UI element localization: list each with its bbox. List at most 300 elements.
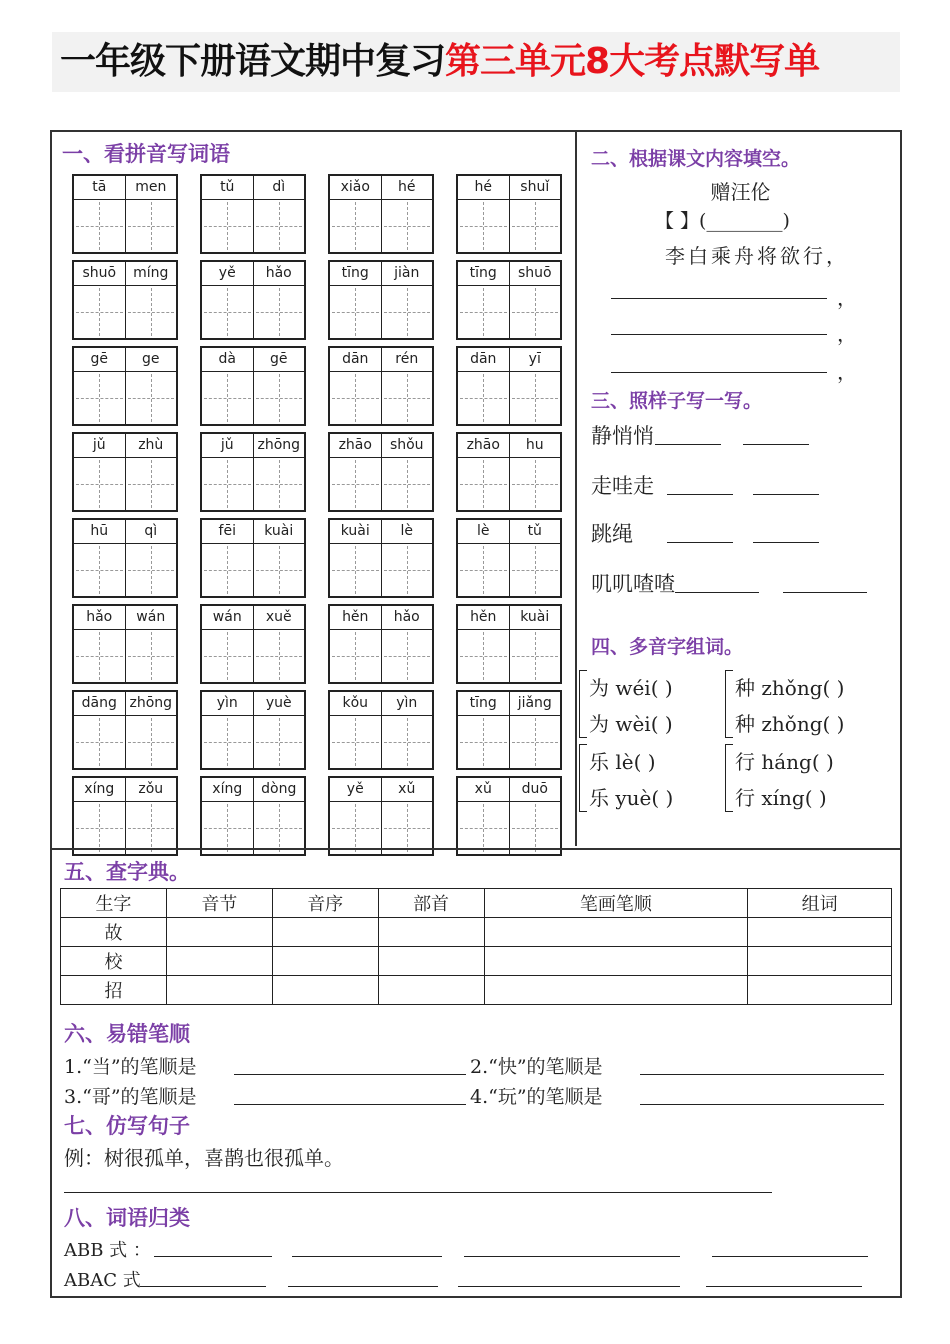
writing-cell[interactable] — [510, 200, 561, 252]
pinyin-syllable: yī — [528, 351, 541, 367]
answer-blank[interactable] — [675, 592, 759, 593]
pinyin-syllable: dà — [202, 348, 254, 371]
pinyin-syllable: qì — [144, 523, 158, 539]
writing-cell[interactable] — [202, 544, 254, 596]
pinyin-syllable: duō — [521, 781, 548, 797]
pinyin-syllable: xǔ — [398, 781, 416, 797]
writing-cell[interactable] — [382, 716, 433, 768]
word-box — [456, 690, 562, 770]
writing-cell[interactable] — [254, 200, 305, 252]
writing-cell[interactable] — [382, 544, 433, 596]
polyphone-item: 乐 lè( ) — [589, 750, 656, 774]
word-box — [200, 604, 306, 684]
pinyin-syllable: wán — [202, 606, 254, 629]
word-box — [328, 260, 434, 340]
writing-cell[interactable] — [458, 458, 510, 510]
pinyin-row — [72, 346, 562, 426]
word-pattern-label: ABB 式 ： — [64, 1240, 151, 1261]
table-cell-input[interactable] — [272, 918, 378, 947]
writing-cell[interactable] — [74, 286, 126, 338]
writing-cell[interactable] — [202, 286, 254, 338]
brace — [579, 744, 587, 812]
brace — [725, 744, 733, 812]
pinyin-syllable: tīng — [458, 692, 510, 715]
word-box — [200, 776, 306, 856]
character-cells — [330, 372, 432, 424]
pinyin-syllable: zǒu — [138, 781, 164, 797]
writing-cell[interactable] — [510, 458, 561, 510]
table-cell-input[interactable] — [166, 976, 272, 1005]
writing-cell[interactable] — [330, 372, 382, 424]
section-lower — [52, 848, 902, 1298]
answer-blank[interactable] — [753, 542, 819, 543]
pinyin-grid — [72, 174, 562, 862]
word-box — [72, 174, 178, 254]
writing-cell[interactable] — [330, 544, 382, 596]
writing-cell[interactable] — [202, 716, 254, 768]
pinyin-row — [72, 690, 562, 770]
writing-cell[interactable] — [458, 716, 510, 768]
character-cells — [74, 372, 176, 424]
writing-cell[interactable] — [254, 802, 305, 854]
pinyin-header — [458, 262, 560, 286]
answer-blank[interactable] — [154, 1256, 272, 1257]
table-header: 部首 — [378, 889, 484, 918]
character-cells — [330, 286, 432, 338]
pinyin-syllable: hǎo — [74, 606, 126, 629]
brace — [725, 670, 733, 738]
pinyin-syllable: kuài — [264, 523, 294, 539]
word-box — [456, 604, 562, 684]
pinyin-header — [202, 606, 304, 630]
pinyin-syllable: dāng — [74, 692, 126, 715]
pinyin-syllable: míng — [133, 265, 169, 281]
answer-blank[interactable] — [667, 494, 733, 495]
answer-blank[interactable] — [712, 1256, 868, 1257]
pinyin-syllable: hěn — [330, 606, 382, 629]
word-box — [456, 346, 562, 426]
pinyin-syllable: jiàn — [394, 265, 420, 281]
writing-cell[interactable] — [126, 200, 177, 252]
character-cells — [74, 200, 176, 252]
pinyin-header — [330, 520, 432, 544]
word-box — [328, 690, 434, 770]
answer-blank[interactable] — [753, 494, 819, 495]
table-cell-input[interactable] — [272, 976, 378, 1005]
character-cells — [458, 716, 560, 768]
word-box — [328, 432, 434, 512]
example-sentence: 例：树很孤单，喜鹊也很孤单。 — [64, 1146, 344, 1170]
pinyin-row — [72, 776, 562, 856]
section-right-column — [579, 132, 902, 846]
title-part2: 第三单元8大考点默写单 — [445, 41, 820, 82]
pinyin-syllable: yě — [202, 262, 254, 285]
character-cells — [74, 286, 176, 338]
answer-blank[interactable] — [743, 444, 809, 445]
pinyin-syllable: dòng — [261, 781, 297, 797]
character-cells — [458, 458, 560, 510]
section4-title: 四、多音字组词。 — [591, 636, 744, 658]
pinyin-syllable: xiǎo — [330, 176, 382, 199]
pinyin-header — [202, 778, 304, 802]
pinyin-header — [74, 434, 176, 458]
answer-blank[interactable] — [458, 1286, 680, 1287]
writing-cell[interactable] — [458, 802, 510, 854]
polyphone-item: 为 wèi( ) — [589, 712, 673, 736]
answer-blank[interactable] — [234, 1104, 466, 1105]
poem-line-1: 李白乘舟将欲行， — [665, 244, 849, 268]
character-cells — [458, 802, 560, 854]
writing-cell[interactable] — [74, 802, 126, 854]
poem-comma: ， — [837, 360, 857, 384]
worksheet — [50, 130, 902, 1298]
poem-blank-line[interactable] — [611, 334, 827, 335]
pattern-example: 静悄悄 — [591, 424, 654, 448]
poem-blank-line[interactable] — [611, 372, 827, 373]
pinyin-syllable: xíng — [74, 778, 126, 801]
pinyin-syllable: jǔ — [202, 434, 254, 457]
pinyin-syllable: hé — [398, 179, 416, 195]
character-cells — [330, 200, 432, 252]
word-box — [200, 518, 306, 598]
word-pattern-label: ABAC 式 — [64, 1270, 141, 1291]
answer-blank[interactable] — [464, 1256, 680, 1257]
writing-cell[interactable] — [254, 372, 305, 424]
pinyin-syllable: zhōng — [129, 695, 173, 711]
character-cells — [458, 630, 560, 682]
word-box — [72, 776, 178, 856]
table-header-row — [61, 889, 892, 918]
dictionary-table — [60, 888, 892, 1005]
table-cell-input[interactable] — [272, 947, 378, 976]
pinyin-syllable: hǎo — [393, 609, 420, 625]
pinyin-header — [202, 348, 304, 372]
pinyin-syllable: kuài — [330, 520, 382, 543]
poem-author-prompt: 【 】(________) — [655, 210, 790, 232]
polyphone-item: 种 zhǒng( ) — [735, 676, 845, 700]
section5-title: 五、查字典。 — [64, 859, 190, 884]
stroke-order-question: 4.“玩”的笔顺是 — [470, 1086, 603, 1108]
writing-cell[interactable] — [382, 458, 433, 510]
poem-comma: ， — [837, 286, 857, 310]
page-title — [52, 32, 900, 92]
writing-cell[interactable] — [202, 802, 254, 854]
writing-cell[interactable] — [510, 286, 561, 338]
table-cell-char: 校 — [61, 947, 167, 976]
writing-cell[interactable] — [126, 716, 177, 768]
pinyin-header — [74, 176, 176, 200]
answer-blank[interactable] — [706, 1286, 862, 1287]
writing-cell[interactable] — [254, 716, 305, 768]
pinyin-syllable: shuō — [517, 265, 552, 281]
section-pinyin-words — [52, 132, 577, 846]
writing-cell[interactable] — [382, 802, 433, 854]
poem-blank-line[interactable] — [611, 298, 827, 299]
pinyin-header — [202, 692, 304, 716]
pinyin-header — [458, 520, 560, 544]
pinyin-header — [74, 520, 176, 544]
character-cells — [202, 544, 304, 596]
writing-cell[interactable] — [202, 200, 254, 252]
writing-cell[interactable] — [330, 716, 382, 768]
writing-cell[interactable] — [74, 544, 126, 596]
writing-cell[interactable] — [330, 802, 382, 854]
pinyin-syllable: fēi — [202, 520, 254, 543]
pinyin-syllable: zhāo — [458, 434, 510, 457]
word-box — [456, 776, 562, 856]
answer-blank[interactable] — [292, 1256, 442, 1257]
writing-cell[interactable] — [202, 458, 254, 510]
writing-cell[interactable] — [126, 802, 177, 854]
pinyin-syllable: dān — [330, 348, 382, 371]
stroke-order-question: 1.“当”的笔顺是 — [64, 1056, 197, 1078]
word-box — [72, 690, 178, 770]
answer-blank[interactable] — [288, 1286, 438, 1287]
writing-cell[interactable] — [126, 372, 177, 424]
writing-cell[interactable] — [202, 372, 254, 424]
table-header: 生字 — [61, 889, 167, 918]
writing-cell[interactable] — [254, 458, 305, 510]
pinyin-row — [72, 260, 562, 340]
polyphone-item: 为 wéi( ) — [589, 676, 673, 700]
pinyin-header — [202, 262, 304, 286]
polyphone-item: 种 zhǒng( ) — [735, 712, 845, 736]
pinyin-syllable: shuō — [74, 262, 126, 285]
character-cells — [202, 802, 304, 854]
writing-cell[interactable] — [202, 630, 254, 682]
table-cell-char: 招 — [61, 976, 167, 1005]
writing-cell[interactable] — [330, 200, 382, 252]
table-cell-input[interactable] — [166, 918, 272, 947]
word-box — [456, 518, 562, 598]
section8-title: 八、词语归类 — [64, 1205, 190, 1230]
pinyin-syllable: kuài — [520, 609, 550, 625]
pinyin-header — [74, 692, 176, 716]
answer-blank[interactable] — [655, 444, 721, 445]
writing-cell[interactable] — [126, 286, 177, 338]
pinyin-header — [330, 434, 432, 458]
section2-title: 二、根据课文内容填空。 — [591, 148, 801, 170]
writing-cell[interactable] — [254, 544, 305, 596]
writing-cell[interactable] — [458, 200, 510, 252]
answer-blank[interactable] — [140, 1286, 266, 1287]
section1-title: 一、看拼音写词语 — [62, 141, 230, 166]
table-cell-input[interactable] — [378, 976, 484, 1005]
answer-blank[interactable] — [64, 1192, 772, 1193]
pinyin-row — [72, 518, 562, 598]
word-box — [200, 174, 306, 254]
pinyin-syllable: xíng — [202, 778, 254, 801]
answer-blank[interactable] — [234, 1074, 466, 1075]
pinyin-syllable: tǔ — [527, 523, 542, 539]
pinyin-syllable: dān — [458, 348, 510, 371]
character-cells — [330, 630, 432, 682]
writing-cell[interactable] — [74, 200, 126, 252]
pinyin-header — [458, 778, 560, 802]
writing-cell[interactable] — [510, 802, 561, 854]
writing-cell[interactable] — [330, 286, 382, 338]
writing-cell[interactable] — [330, 630, 382, 682]
pinyin-header — [458, 692, 560, 716]
pinyin-syllable: yìn — [396, 695, 418, 711]
pinyin-syllable: tīng — [330, 262, 382, 285]
stroke-order-question: 3.“哥”的笔顺是 — [64, 1086, 197, 1108]
word-box — [456, 174, 562, 254]
character-cells — [74, 544, 176, 596]
pinyin-syllable: xǔ — [458, 778, 510, 801]
answer-blank[interactable] — [783, 592, 867, 593]
character-cells — [330, 802, 432, 854]
writing-cell[interactable] — [510, 716, 561, 768]
word-box — [72, 260, 178, 340]
writing-cell[interactable] — [126, 630, 177, 682]
writing-cell[interactable] — [510, 544, 561, 596]
pinyin-row — [72, 604, 562, 684]
pinyin-header — [330, 778, 432, 802]
writing-cell[interactable] — [74, 716, 126, 768]
pinyin-header — [74, 778, 176, 802]
pinyin-header — [330, 348, 432, 372]
pinyin-syllable: rén — [395, 351, 419, 367]
pinyin-syllable: ge — [142, 351, 160, 367]
character-cells — [74, 802, 176, 854]
writing-cell[interactable] — [382, 630, 433, 682]
table-header: 组词 — [748, 889, 892, 918]
word-box — [328, 346, 434, 426]
writing-cell[interactable] — [510, 630, 561, 682]
word-box — [456, 432, 562, 512]
polyphone-item: 乐 yuè( ) — [589, 786, 674, 810]
pattern-example: 跳绳 — [591, 522, 633, 546]
table-header: 音节 — [166, 889, 272, 918]
character-cells — [74, 630, 176, 682]
table-row — [61, 918, 892, 947]
writing-cell[interactable] — [458, 544, 510, 596]
pinyin-syllable: shuǐ — [520, 179, 550, 195]
writing-cell[interactable] — [458, 372, 510, 424]
table-cell-input[interactable] — [748, 918, 892, 947]
pinyin-syllable: hū — [74, 520, 126, 543]
word-box — [328, 174, 434, 254]
writing-cell[interactable] — [458, 630, 510, 682]
pinyin-syllable: yìn — [202, 692, 254, 715]
word-box — [328, 776, 434, 856]
word-box — [328, 604, 434, 684]
pinyin-row — [72, 432, 562, 512]
writing-cell[interactable] — [126, 544, 177, 596]
writing-cell[interactable] — [382, 286, 433, 338]
writing-cell[interactable] — [382, 372, 433, 424]
writing-cell[interactable] — [330, 458, 382, 510]
pinyin-syllable: hé — [458, 176, 510, 199]
word-box — [72, 604, 178, 684]
pinyin-header — [74, 348, 176, 372]
character-cells — [330, 544, 432, 596]
character-cells — [202, 372, 304, 424]
poem-comma: ， — [837, 322, 857, 346]
table-cell-input[interactable] — [166, 947, 272, 976]
pinyin-header — [458, 434, 560, 458]
writing-cell[interactable] — [74, 458, 126, 510]
answer-blank[interactable] — [640, 1074, 884, 1075]
pinyin-syllable: xuě — [265, 609, 292, 625]
table-cell-input[interactable] — [378, 947, 484, 976]
pinyin-header — [202, 176, 304, 200]
table-cell-input[interactable] — [484, 918, 748, 947]
character-cells — [458, 372, 560, 424]
writing-cell[interactable] — [254, 286, 305, 338]
pinyin-syllable: wán — [136, 609, 166, 625]
word-box — [200, 432, 306, 512]
writing-cell[interactable] — [126, 458, 177, 510]
character-cells — [330, 458, 432, 510]
pinyin-syllable: shǒu — [389, 437, 424, 453]
table-cell-input[interactable] — [378, 918, 484, 947]
pinyin-syllable: men — [135, 179, 167, 195]
table-cell-input[interactable] — [748, 976, 892, 1005]
table-row — [61, 976, 892, 1005]
word-box — [200, 260, 306, 340]
character-cells — [330, 716, 432, 768]
word-box — [456, 260, 562, 340]
pinyin-syllable: yuè — [265, 695, 292, 711]
pinyin-syllable: gē — [74, 348, 126, 371]
answer-blank[interactable] — [640, 1104, 884, 1105]
pinyin-header — [458, 606, 560, 630]
character-cells — [202, 630, 304, 682]
pattern-example: 叽叽喳喳 — [591, 572, 675, 596]
writing-cell[interactable] — [458, 286, 510, 338]
character-cells — [202, 286, 304, 338]
word-box — [200, 690, 306, 770]
pinyin-syllable: jiǎng — [517, 695, 552, 711]
pinyin-header — [330, 606, 432, 630]
table-cell-input[interactable] — [748, 947, 892, 976]
pattern-example: 走哇走 — [591, 474, 654, 498]
pinyin-syllable: tīng — [458, 262, 510, 285]
character-cells — [458, 286, 560, 338]
character-cells — [202, 458, 304, 510]
pinyin-syllable: zhōng — [257, 437, 301, 453]
pinyin-header — [74, 606, 176, 630]
pinyin-header — [330, 262, 432, 286]
writing-cell[interactable] — [74, 372, 126, 424]
pinyin-row — [72, 174, 562, 254]
writing-cell[interactable] — [254, 630, 305, 682]
pinyin-syllable: zhāo — [330, 434, 382, 457]
word-box — [328, 518, 434, 598]
table-cell-char: 故 — [61, 918, 167, 947]
pinyin-header — [330, 692, 432, 716]
writing-cell[interactable] — [74, 630, 126, 682]
character-cells — [458, 544, 560, 596]
character-cells — [74, 716, 176, 768]
pinyin-syllable: hu — [525, 437, 544, 453]
character-cells — [458, 200, 560, 252]
writing-cell[interactable] — [510, 372, 561, 424]
pinyin-syllable: kǒu — [330, 692, 382, 715]
stroke-order-question: 2.“快”的笔顺是 — [470, 1056, 603, 1078]
answer-blank[interactable] — [667, 542, 733, 543]
table-cell-input[interactable] — [484, 947, 748, 976]
word-box — [72, 346, 178, 426]
table-cell-input[interactable] — [484, 976, 748, 1005]
pinyin-syllable: jǔ — [74, 434, 126, 457]
polyphone-item: 行 háng( ) — [735, 750, 834, 774]
writing-cell[interactable] — [382, 200, 433, 252]
pinyin-syllable: hǎo — [265, 265, 292, 281]
pinyin-syllable: lè — [458, 520, 510, 543]
